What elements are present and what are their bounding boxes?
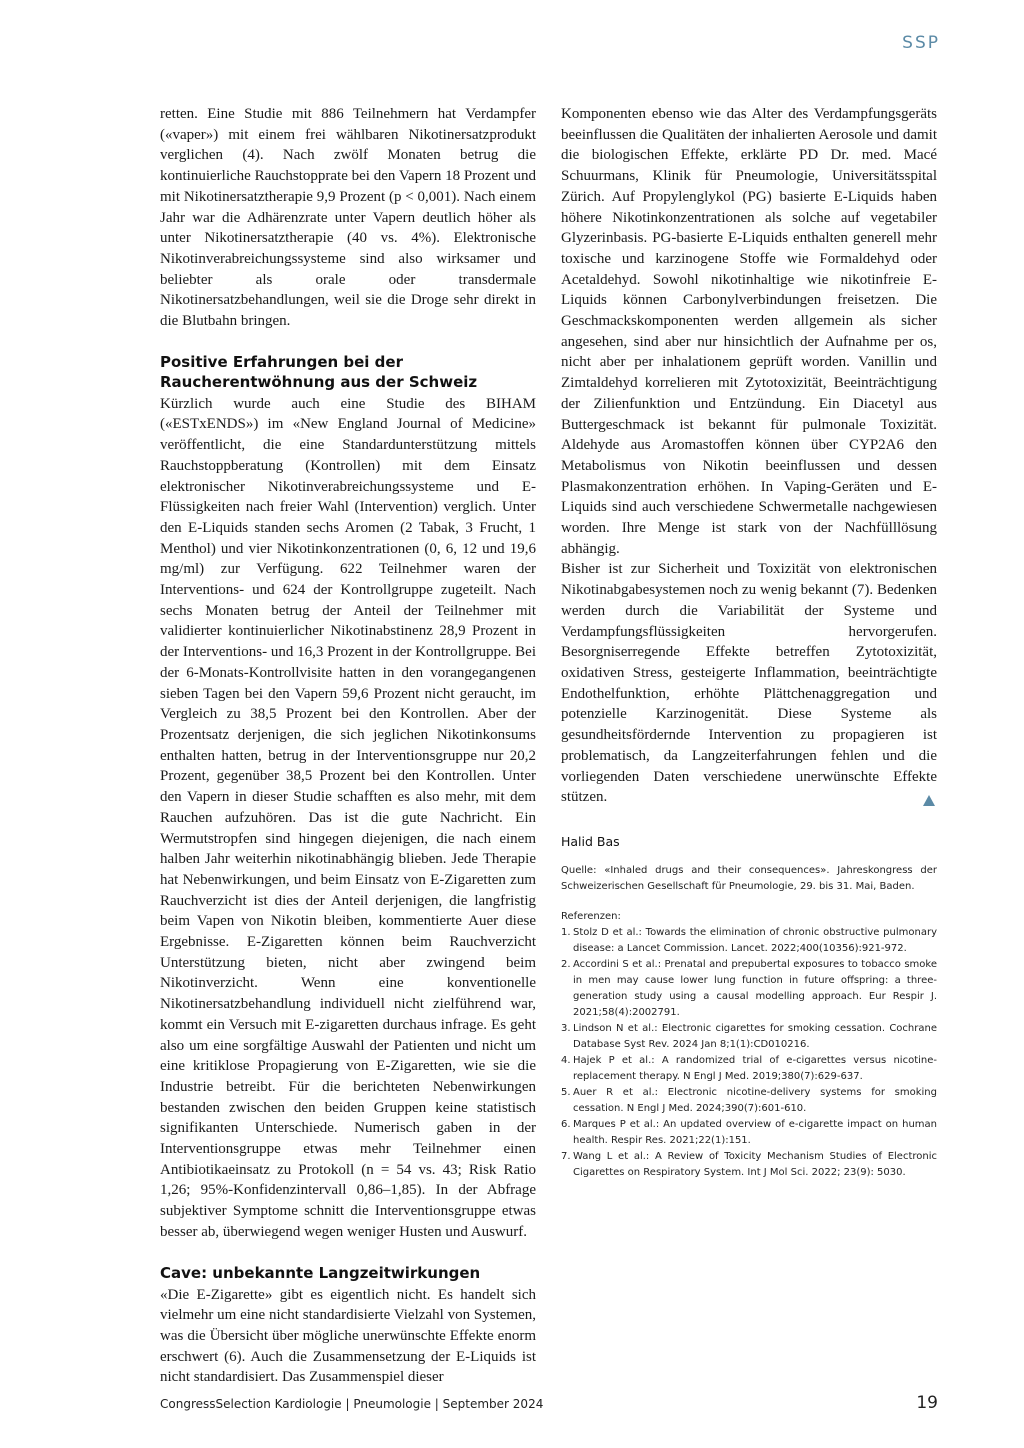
body-paragraph: Kürzlich wurde auch eine Studie des BIHAM («ESTxENDS») im «New England Journal of Medicine» veröffentlicht, die eine Standardunterstützung mittels Rauchstoppberatung (Kontrollen) mit dem Einsatz elektronischer Nikotinverabreichungssysteme und E-Flüssigkeiten nach freier Wahl (Intervention) verglich. Unter den E-Liquids standen sechs Aromen (2 Tabak, 3 Frucht, 1 Menthol) und vier Nikotinkonzentrationen (0, 6, 12 und 19,6 mg/ml) zur Verfügung. 622 Teilnehmer waren der Interventions- und 624 der Kontrollgruppe zugeteilt. Nach sechs Monaten betrug der Anteil der Teilnehmer mit validierter kontinuierlicher Nikotinabstinenz 28,9 Prozent in der Interventions- und 16,3 Prozent in der Kontrollgruppe. Bei der 6-Monats-Kontrollvisite hatten in den vorangegangenen sieben Tagen bei den Vapern 59,6 Prozent nicht geraucht, im Vergleich zu 38,5 Prozent bei den Kontrollen. Aber der Prozentsatz derjenigen, die sich jeglichen Nikotinkonsums enthalten hatten, betrug in der Interventionsgruppe nur 20,2 Prozent, gegenüber 38,5 Prozent bei den Kontrollen. Unter den Vapern in dieser Studie schafften es also mehr, mit dem Rauchen aufzuhören. Das ist die gute Nachricht. Ein Wermutstropfen sind hingegen diejenigen, die nach einem halben Jahr weiterhin nikotinabhängig blieben. Jede Therapie hat Nebenwirkungen, und beim Einsatz von E-Zigaretten zum Rauchverzicht ist dies der Anteil derjenigen, die langfristig beim Vapen von Nikotin bleiben, kommentierte Auer diese Ergebnisse. E-Zigaretten können beim Rauchverzicht Unterstützung bieten, nicht aber zwingend beim Nikotinverzicht. Wenn eine konventionelle Nikotinersatzbehandlung individuell nicht zielführend war, kommt ein Versuch mit E-zigaretten durchaus infrage. Es geht also um eine sorgfältige Auswahl der Patienten und nicht um eine kritiklose Propagierung von E-Zigaretten, wie sie die Industrie betreibt. Für die berichteten Nebenwirkungen bestanden zwischen den beiden Gruppen keine statistisch signifikanten Unterschiede. Numerisch gaben in der Interventionsgruppe etwas mehr Teilnehmer einen Antibiotikaeinsatz zu Protokoll (n = 54 vs. 43; Risk Ratio 1,26; 95%-Konfidenzintervall 0,86–1,85). In der Abfrage subjektiver Symptome schnitt die Interventionsgruppe etwas besser ab, überwiegend wegen weniger Husten und Auswurf.: [160, 395, 536, 1240]
reference-text: Lindson N et al.: Electronic cigarettes for smoking cessation. Cochrane Database Syst Rev. 2024 Jan 8;1(1):CD010216.: [573, 1022, 937, 1050]
page-number: 19: [916, 1393, 938, 1413]
reference-number: 4.: [561, 1054, 571, 1066]
reference-number: 5.: [561, 1086, 571, 1098]
body-paragraph: retten. Eine Studie mit 886 Teilnehmern hat Verdampfer («vaper») mit einem frei wählbaren Nikotinersatzprodukt verglichen (4). Nach zwölf Monaten betrug die kontinuierliche Rauchstopprate bei den Vapern 18 Prozent und mit Nikotinersatztherapie 9,9 Prozent (p < 0,001). Nach einem Jahr war die Adhärenzrate unter Vapern deutlich höher als unter Nikotinersatztherapie (40 vs. 4%). Elektronische Nikotinverabreichungssysteme sind also wirksamer und beliebter als orale oder transdermale Nikotinersatzbehandlungen, weil sie die Droge sehr direkt in die Blutbahn bringen.: [160, 106, 536, 330]
reference-text: Stolz D et al.: Towards the elimination of chronic obstructive pulmonary disease: a Lancet Commission. Lancet. 2022;400(10356):921-972.: [573, 926, 937, 954]
reference-number: 2.: [561, 958, 571, 970]
reference-text: Wang L et al.: A Review of Toxicity Mechanism Studies of Electronic Cigarettes on Respiratory System. Int J Mol Sci. 2022; 23(9): 5030.: [573, 1150, 937, 1178]
reference-number: 7.: [561, 1150, 571, 1162]
reference-item: [561, 1053, 937, 1085]
reference-item: [561, 925, 937, 957]
reference-item: [561, 1021, 937, 1053]
body-paragraph: «Die E-Zigarette» gibt es eigentlich nicht. Es handelt sich vielmehr um eine nicht standardisierte Vielzahl von Systemen, was die Übersicht über mögliche unerwünschte Effekte enorm erschwert (6). Auch die Zusammensetzung der E-Liquids ist nicht standardisiert. Das Zusammenspiel dieser: [160, 1286, 536, 1386]
reference-number: 3.: [561, 1022, 571, 1034]
reference-number: 6.: [561, 1118, 571, 1130]
left-column: [160, 104, 536, 1388]
reference-item: [561, 1117, 937, 1149]
references-list: [561, 925, 937, 1181]
right-column: [561, 104, 937, 1181]
body-paragraph: Komponenten ebenso wie das Alter des Verdampfungsgeräts beeinflussen die Qualitäten der inhalierten Aerosole und damit die biologischen Effekte, erklärte PD Dr. med. Macé Schuurmans, Klinik für Pneumologie, Universitätsspital Zürich. Auf Propylenglykol (PG) basierte E-Liquids haben höhere Nikotinkonzentrationen als solche auf vegetabiler Glyzerinbasis. PG-basierte E-Liquids enthalten generell mehr toxische und karzinogene Stoffe wie Formaldehyd oder Acetaldehyd. Sowohl nikotinhaltige wie nikotinfreie E-Liquids können Carbonylverbindungen freisetzen. Die Geschmackskomponenten werden allgemein als sicher angesehen, sind aber nur hinsichtlich der Aufnahme per os, nicht aber per inhalationem geprüft worden. Vanillin und Zimtaldehyd korrelieren mit Zytotoxizität, Beeinträchtigung der Zilienfunktion und Entzündung. Ein Diacetyl aus Buttergeschmack ist bekannt für pulmonale Toxizität. Aldehyde aus Aromastoffen können über CYP2A6 den Metabolismus von Nikotin beeinflussen und dessen Plasmakonzentration erhöhen. In Vaping-Geräten und E-Liquids sind auch verschiedene Schwermetalle nachgewiesen worden. Ihre Menge ist stark von der Nachfülllösung abhängig.: [561, 106, 937, 557]
references-heading: Referenzen:: [561, 910, 621, 922]
article-end-triangle-icon: [923, 795, 935, 806]
source-note: Quelle: «Inhaled drugs and their consequences». Jahreskongress der Schweizerischen Gesellschaft für Pneumologie, 29. bis 31. Mai, Baden.: [561, 864, 937, 892]
journal-section-tag: SSP: [902, 33, 940, 53]
footer-publication: CongressSelection Kardiologie | Pneumologie | September 2024: [160, 1397, 544, 1411]
section-heading-positive-experiences: Positive Erfahrungen bei der Raucherentwöhnung aus der Schweiz: [160, 352, 478, 391]
section-heading-long-term-effects: Cave: unbekannte Langzeitwirkungen: [160, 1263, 481, 1282]
reference-item: [561, 1149, 937, 1181]
reference-item: [561, 957, 937, 1021]
reference-text: Auer R et al.: Electronic nicotine-delivery systems for smoking cessation. N Engl J Med. 2024;390(7):601-610.: [573, 1086, 937, 1114]
reference-item: [561, 1085, 937, 1117]
author-name: Halid Bas: [561, 833, 620, 849]
reference-text: Hajek P et al.: A randomized trial of e-cigarettes versus nicotine-replacement therapy. N Engl J Med. 2019;380(7):629-637.: [573, 1054, 937, 1082]
reference-text: Marques P et al.: An updated overview of e-cigarette impact on human health. Respir Res. 2021;22(1):151.: [573, 1118, 937, 1146]
body-paragraph: Bisher ist zur Sicherheit und Toxizität von elektronischen Nikotinabgabesystemen noch zu wenig bekannt (7). Bedenken werden durch die Variabilität der Systeme und Verdampfungsflüssigkeiten hervorgerufen. Besorgniserregende Effekte betreffen Zytotoxizität, oxidativen Stress, gesteigerte Inflammation, beeinträchtigte Endothelfunktion, erhöhte Plättchenaggregation und potenzielle Karzinogenität. Diese Systeme als gesundheitsfördernde Intervention zu propagieren ist problematisch, da Langzeiterfahrungen fehlen und die vorliegenden Daten verschiedene unerwünschte Effekte stützen.: [561, 561, 937, 806]
closing-paragraph-wrapper: [561, 559, 937, 807]
reference-number: 1.: [561, 926, 571, 938]
reference-text: Accordini S et al.: Prenatal and prepubertal exposures to tobacco smoke in men may cause lower lung function in future offspring: a three-generation study using a causal modelling approach. Eur Respir J. 2021;58(4):2002791.: [573, 958, 937, 1018]
